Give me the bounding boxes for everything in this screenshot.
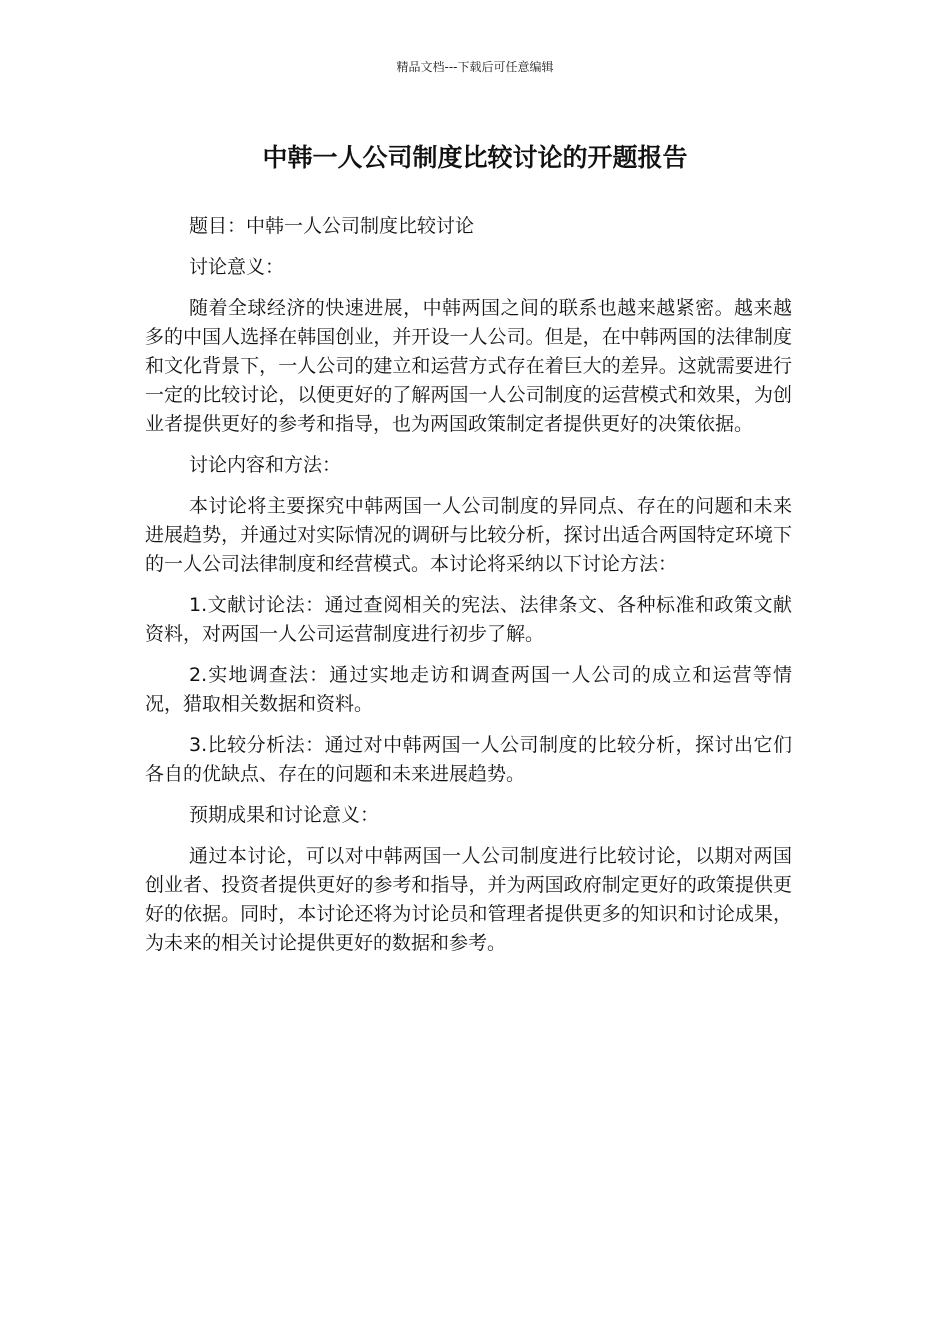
significance-paragraph: 随着全球经济的快速进展，中韩两国之间的联系也越来越紧密。越来越多的中国人选择在韩国创业，并开设一人公司。但是，在中韩两国的法律制度和文化背景下，一人公司的建立和运营方式存在着巨大的差异。这就需要进行一定的比较讨论，以便更好的了解两国一人公司制度的运营模式和效果，为创业者提供更好的参考和指导，也为两国政策制定者提供更好的决策依据。 bbox=[145, 297, 792, 435]
method-item-comparative: 3.比较分析法：通过对中韩两国一人公司制度的比较分析，探讨出它们各自的优缺点、存在的问题和未来进展趋势。 bbox=[145, 734, 792, 785]
method-item-literature: 1.文献讨论法：通过查阅相关的宪法、法律条文、各种标准和政策文献资料，对两国一人公司运营制度进行初步了解。 bbox=[145, 594, 792, 645]
method-item-field-survey: 2.实地调查法：通过实地走访和调查两国一人公司的成立和运营等情况，猎取相关数据和资料。 bbox=[145, 664, 792, 715]
section-heading-content-methods: 讨论内容和方法： bbox=[189, 454, 342, 476]
header-note: 精品文档---下载后可任意编辑 bbox=[396, 60, 554, 74]
section-heading-significance: 讨论意义： bbox=[189, 256, 285, 278]
document-body bbox=[145, 212, 792, 970]
topic-line: 题目：中韩一人公司制度比较讨论 bbox=[189, 215, 475, 237]
section-heading-expected-results: 预期成果和讨论意义： bbox=[189, 804, 380, 826]
expected-results-paragraph: 通过本讨论，可以对中韩两国一人公司制度进行比较讨论，以期对两国创业者、投资者提供更好的参考和指导，并为两国政府制定更好的政策提供更好的依据。同时，本讨论还将为讨论员和管理者提供更多的知识和讨论成果，为未来的相关讨论提供更好的数据和参考。 bbox=[145, 845, 792, 954]
document-title: 中韩一人公司制度比较讨论的开题报告 bbox=[262, 143, 688, 172]
content-methods-paragraph: 本讨论将主要探究中韩两国一人公司制度的异同点、存在的问题和未来进展趋势，并通过对实际情况的调研与比较分析，探讨出适合两国特定环境下的一人公司法律制度和经营模式。本讨论将采纳以下讨论方法： bbox=[145, 495, 792, 575]
